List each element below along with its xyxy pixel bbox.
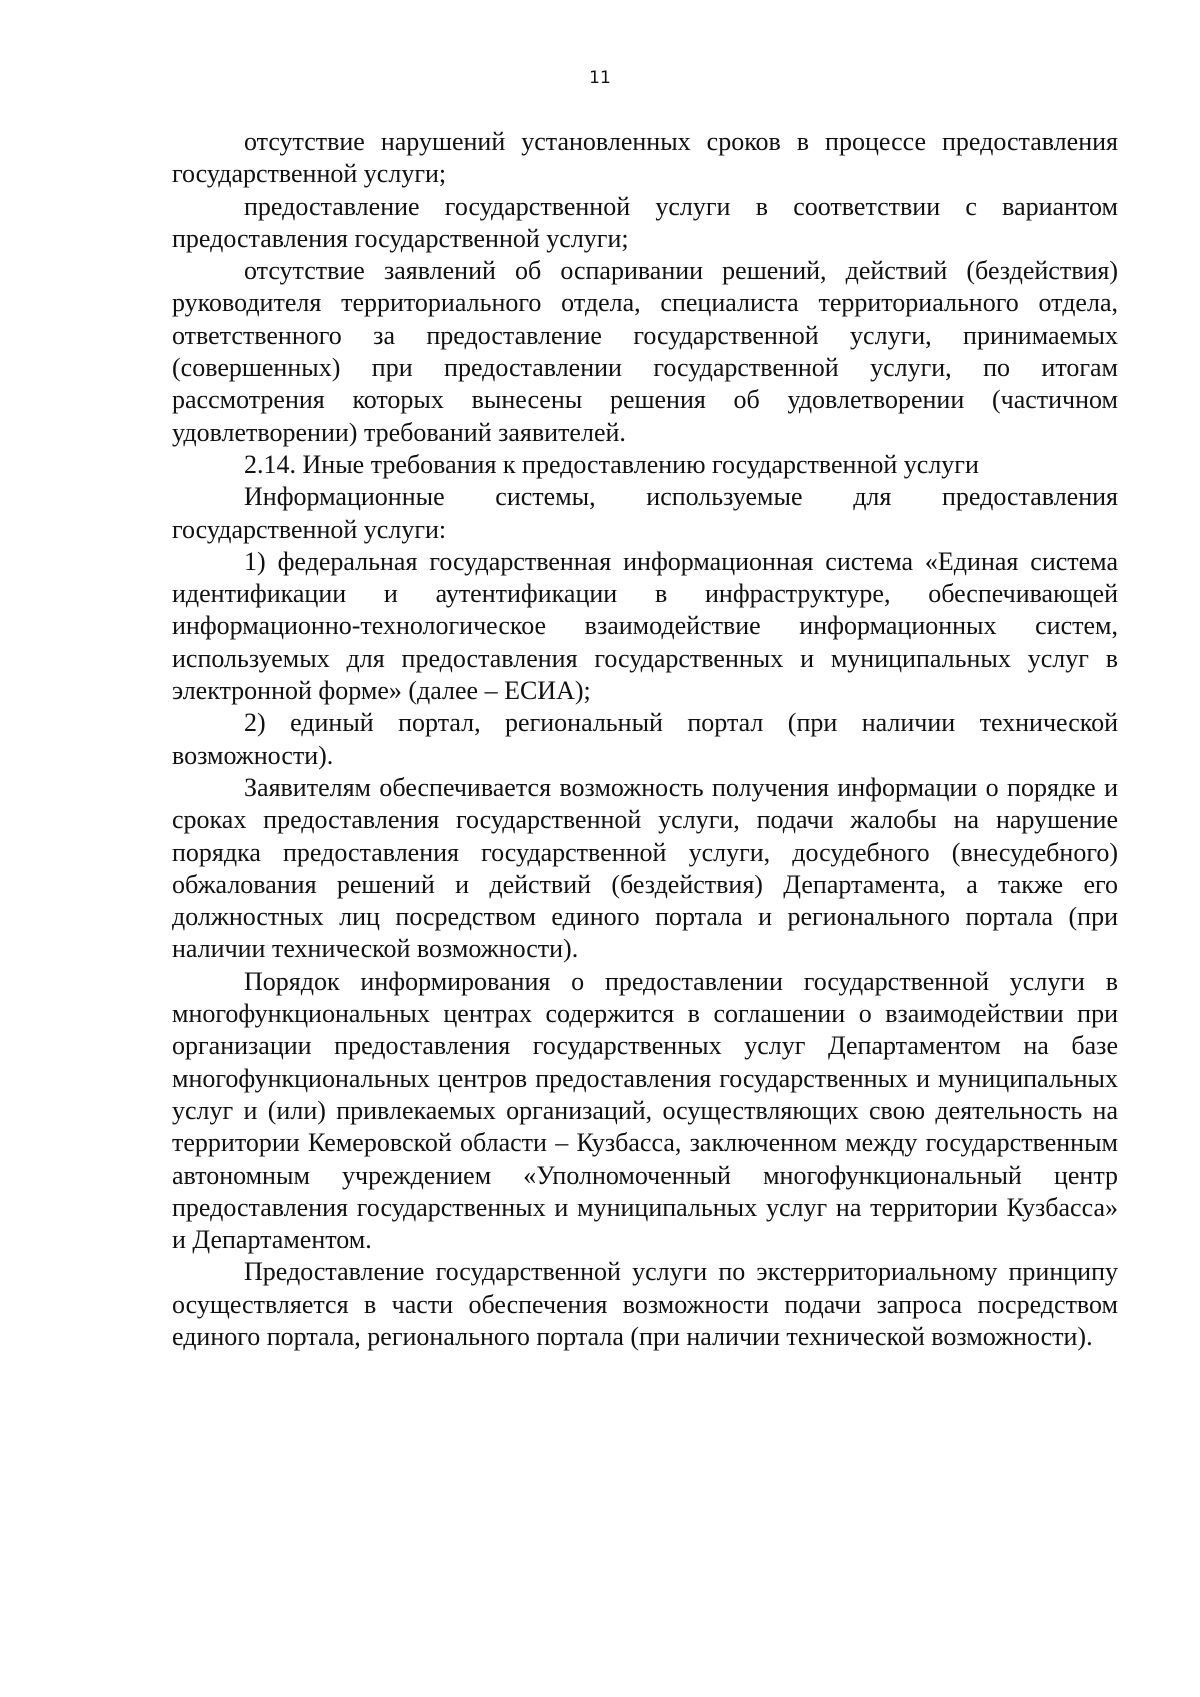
paragraph-no-complaints: отсутствие заявлений об оспаривании решений, действий (бездействия) руководителя территориального отдела, специалиста территориального отдела, ответственного за предоставление государственной услуги, принимаемых (совершенных) при предоставлении государственной услуги, по итогам рассмотрения которых вынесены решения об удовлетворении (частичном удовлетворении) требований заявителей. (172, 256, 1118, 447)
paragraph-extraterritorial: Предоставление государственной услуги по экстерриториальному принципу осуществляется в части обеспечения возможности подачи запроса посредством единого портала, регионального портала (при наличии технической возможности). (172, 1257, 1118, 1351)
paragraph-portals: 2) единый портал, региональный портал (при наличии технической возможности). (172, 708, 1118, 770)
paragraph-esia: 1) федеральная государственная информационная система «Единая система идентификации и аутентификации в инфраструктуре, обеспечивающей информационно-технологическое взаимодействие информационных систем, используемых для предоставления государственных и муниципальных услуг в электронной форме» (далее – ЕСИА); (172, 546, 1118, 706)
paragraph-mfc-informing: Порядок информирования о предоставлении государственной услуги в многофункциональных центрах содержится в соглашении о взаимодействии при организации предоставления государственных услуг Департаментом на базе многофункциональных центров предоставления государственных и муниципальных услуг и (или) привлекаемых организаций, осуществляющих свою деятельность на территории Кемеровской области – Кузбасса, заключенном между государственным автономным учреждением «Уполномоченный многофункциональный центр предоставления государственных и муниципальных услуг на территории Кузбасса» и Департаментом. (172, 966, 1118, 1255)
document-body (172, 126, 1118, 1353)
page-number: 11 (589, 68, 611, 88)
paragraph-information-systems: Информационные системы, используемые для предоставления государственной услуги: (172, 482, 1118, 544)
section-heading-2-14: 2.14. Иные требования к предоставлению государственной услуги (244, 449, 979, 479)
paragraph-service-variant: предоставление государственной услуги в соответствии с вариантом предоставления государственной услуги; (172, 191, 1118, 253)
paragraph-applicant-info: Заявителям обеспечивается возможность получения информации о порядке и сроках предоставления государственной услуги, подачи жалобы на нарушение порядка предоставления государственной услуги, досудебного (внесудебного) обжалования решений и действий (бездействия) Департамента, а также его должностных лиц посредством единого портала и регионального портала (при наличии технической возможности). (172, 772, 1118, 964)
paragraph-no-deadline-violations: отсутствие нарушений установленных сроков в процессе предоставления государственной услуги; (172, 127, 1118, 189)
